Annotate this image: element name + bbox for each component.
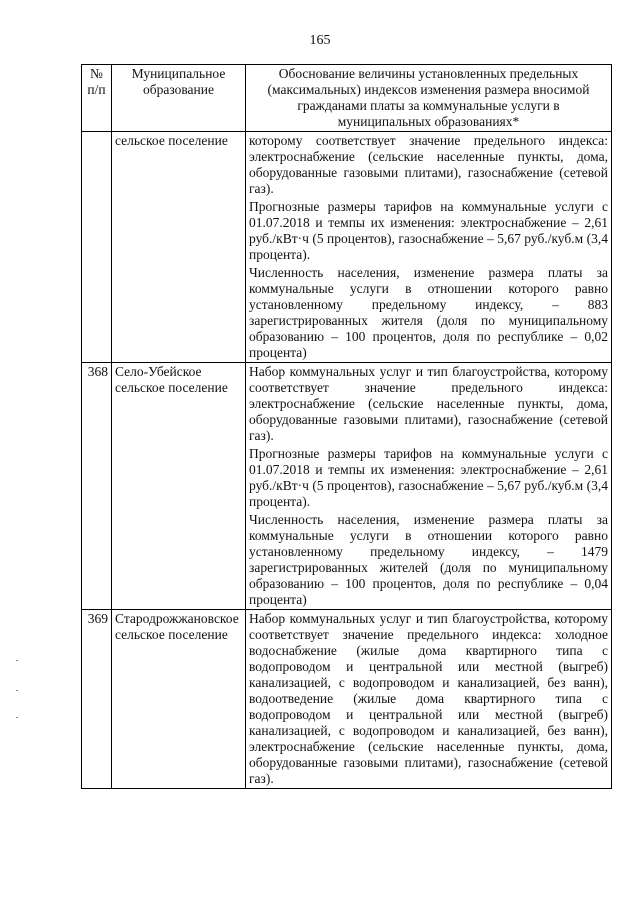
description-paragraph: Численность населения, изменение размера платы за коммунальные услуги в отношении которого равно установленному предельному индексу, – 883 зарегистрированных жителя (доля по муниципальному образованию – 100 процентов, доля по республике – 0,02 процента)	[249, 265, 608, 360]
description-paragraph: Численность населения, изменение размера платы за коммунальные услуги в отношении которого равно установленному предельному индексу, – 1479 зарегистрированных жителей (доля по муниципальному образованию – 100 процентов, доля по республике – 0,04 процента)	[249, 512, 608, 607]
row-municipality: сельское поселение	[112, 132, 246, 363]
row-num	[82, 132, 112, 363]
tariff-table	[81, 64, 612, 789]
margin-mark	[16, 717, 18, 718]
margin-mark	[16, 660, 18, 661]
table-row	[82, 363, 612, 610]
margin-mark	[16, 690, 18, 691]
row-description	[246, 132, 612, 363]
page-number: 165	[309, 33, 331, 48]
description-paragraph: Прогнозные размеры тарифов на коммунальные услуги с 01.07.2018 и темпы их изменения: электроснабжение – 2,61 руб./кВт·ч (5 процентов), газоснабжение – 5,67 руб./куб.м (3,4 процента).	[249, 446, 608, 509]
description-paragraph: Набор коммунальных услуг и тип благоустройства, которому соответствует значение предельного индекса: холодное водоснабжение (жилые дома квартирного типа с водопроводом и центральной или местной (выгреб) канализацией, с водопроводом и канализацией, без ванн), водоотведение (жилые дома квартирного типа с водопроводом и центральной или местной (выгреб) канализацией, с водопроводом и канализацией, без ванн), электроснабжение (сельские населенные пункты, дома, оборудованные газовыми плитами), газоснабжение (сетевой газ).	[249, 611, 608, 786]
description-paragraph: Прогнозные размеры тарифов на коммунальные услуги с 01.07.2018 и темпы их изменения: электроснабжение – 2,61 руб./кВт·ч (5 процентов), газоснабжение – 5,67 руб./куб.м (3,4 процента).	[249, 199, 608, 262]
table-row	[82, 610, 612, 789]
table-header-row	[82, 65, 612, 132]
description-paragraph: которому соответствует значение предельного индекса: электроснабжение (сельские населенные пункты, дома, оборудованные газовыми плитами), газоснабжение (сетевой газ).	[249, 133, 608, 196]
row-num: 369	[82, 610, 112, 789]
row-num: 368	[82, 363, 112, 610]
table-row	[82, 132, 612, 363]
row-description	[246, 610, 612, 789]
description-paragraph: Набор коммунальных услуг и тип благоустройства, которому соответствует значение предельного индекса: электроснабжение (сельские населенные пункты, дома, оборудованные газовыми плитами), газоснабжение (сетевой газ).	[249, 364, 608, 443]
header-justification: Обоснование величины установленных предельных (максимальных) индексов изменения размера вносимой гражданами платы за коммунальные услуги в муниципальных образованиях*	[246, 65, 612, 132]
header-num: № п/п	[82, 65, 112, 132]
header-municipality: Муниципальное образование	[112, 65, 246, 132]
row-municipality: Село-Убейское сельское поселение	[112, 363, 246, 610]
row-description	[246, 363, 612, 610]
row-municipality: Стародрожжановское сельское поселение	[112, 610, 246, 789]
